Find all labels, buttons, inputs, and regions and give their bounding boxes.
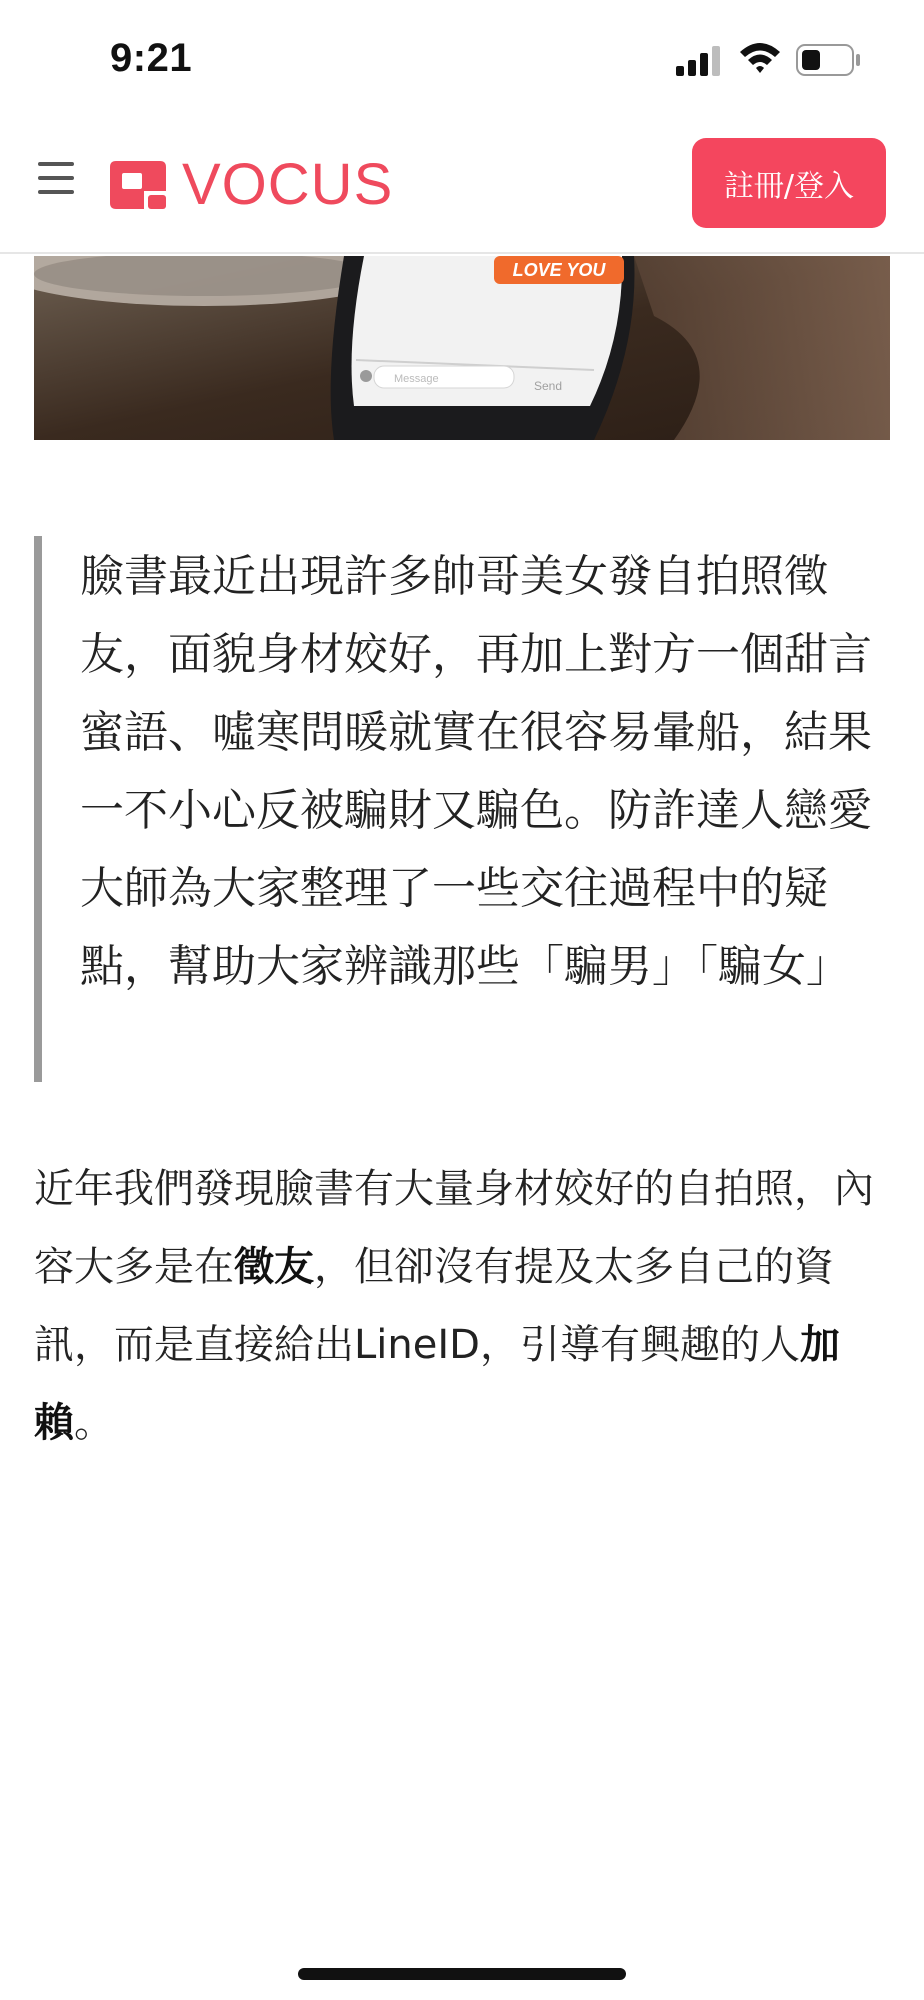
brand-name: VOCUS — [182, 152, 394, 217]
wifi-icon — [738, 40, 782, 76]
article-blockquote — [34, 536, 890, 1082]
paragraph-text-2: ，但卻沒有提及太多自己的資訊，而是直接給出LineID，引導有興趣的人 — [34, 1244, 834, 1368]
article-paragraph — [34, 1150, 894, 1462]
home-indicator[interactable] — [298, 1968, 626, 1980]
paragraph-bold-1: 徵友 — [234, 1244, 314, 1290]
site-header — [0, 124, 924, 254]
battery-icon — [796, 44, 862, 76]
hero-photo — [34, 256, 890, 440]
hero-message-placeholder: Message — [394, 373, 439, 385]
blockquote-text: 臉書最近出現許多帥哥美女發自拍照徵友，面貌身材姣好，再加上對方一個甜言蜜語、噓寒問暖就實在很容易暈船，結果一不小心反被騙財又騙色。防詐達人戀愛大師為大家整理了一些交往過程中的疑點，幫助大家辨識那些「騙男」「騙女」 — [80, 551, 872, 992]
article-hero-image — [34, 256, 890, 440]
paragraph-bold-2: 加賴 — [34, 1322, 840, 1446]
hero-message-text: LOVE YOU — [512, 260, 606, 280]
vocus-logo[interactable] — [110, 152, 394, 217]
hamburger-menu-icon[interactable] — [38, 162, 74, 196]
vocus-logo-mark-icon — [110, 161, 166, 209]
paragraph-text-3: 。 — [74, 1400, 114, 1446]
hero-send-label: Send — [534, 379, 563, 393]
status-bar — [0, 0, 924, 124]
paragraph-text-1: 近年我們發現臉書有大量身材姣好的自拍照，內容大多是在 — [34, 1166, 874, 1290]
register-login-button[interactable]: 註冊/登入 — [692, 138, 886, 228]
status-time: 9:21 — [110, 36, 193, 80]
cellular-signal-icon — [674, 44, 722, 76]
